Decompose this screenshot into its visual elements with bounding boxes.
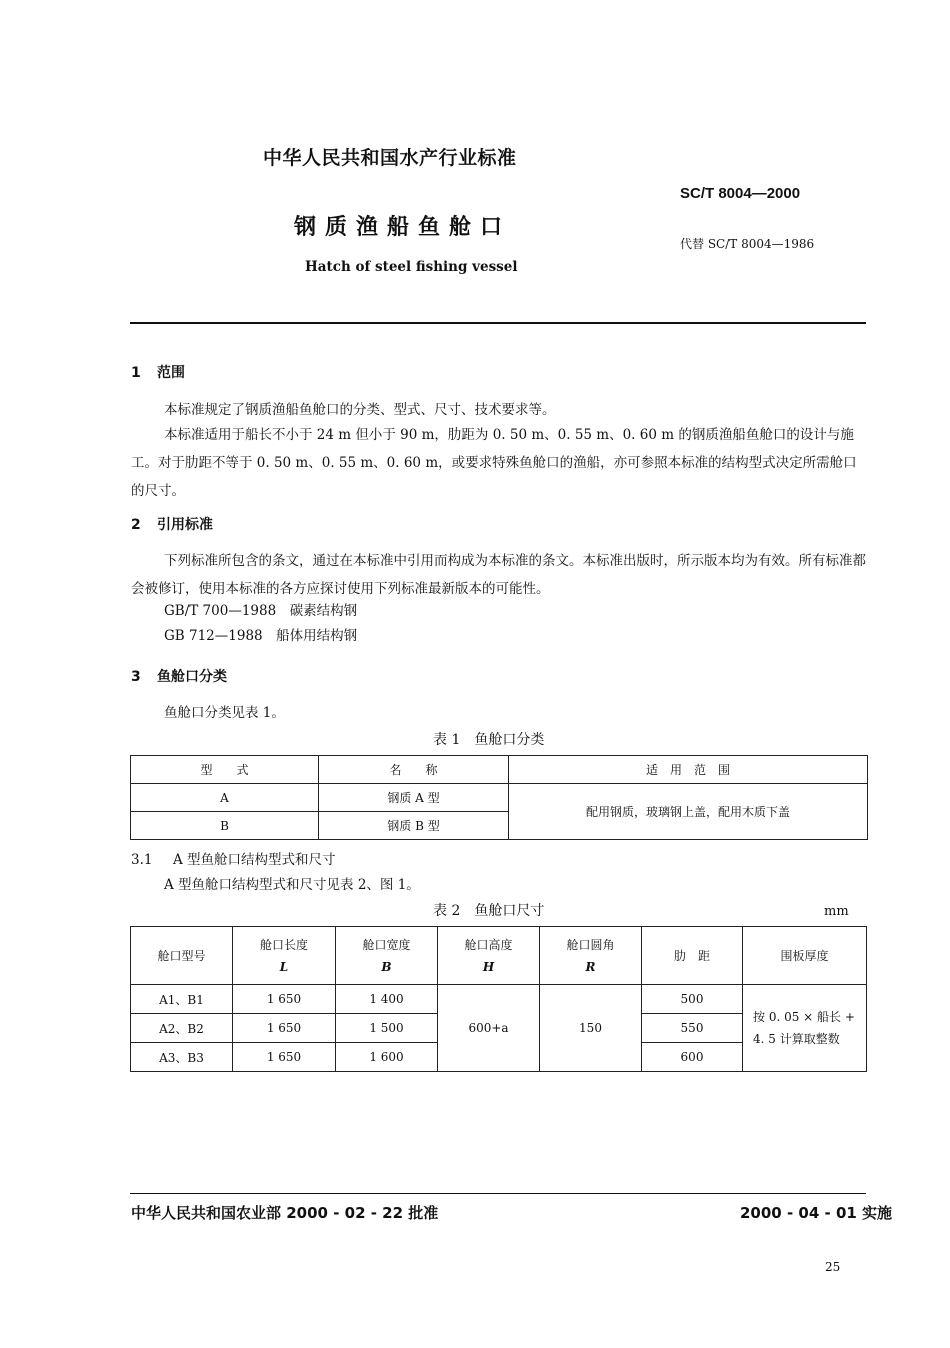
table-2-unit: mm	[824, 904, 849, 919]
section-1-heading	[131, 362, 185, 382]
header-cell: 舱口宽度 B	[336, 927, 438, 985]
name-cell: 钢质 A 型	[319, 784, 509, 812]
reference-name: 船体用结构钢	[276, 628, 358, 644]
table-2-caption: 表 2 鱼舱口尺寸	[433, 903, 545, 919]
width-cell: 1 400	[336, 985, 438, 1014]
header-cell: 舱口高度 H	[438, 927, 540, 985]
section-number: 2	[131, 517, 141, 533]
replaces-note: 代替 SC/T 8004—1986	[680, 237, 815, 251]
name-cell: 钢质 B 型	[319, 812, 509, 840]
type-cell: A	[131, 784, 319, 812]
header-cell: 适 用 范 围	[509, 756, 868, 784]
footer-divider	[130, 1193, 866, 1194]
header-cell: 肋 距	[642, 927, 743, 985]
section-number: 3.1	[131, 852, 153, 868]
section-title: A 型鱼舱口结构型式和尺寸	[173, 852, 336, 868]
table-header-row	[131, 927, 867, 985]
header-cell: 舱口型号	[131, 927, 233, 985]
document-title: 钢质渔船鱼舱口	[294, 215, 512, 240]
table-1-classification	[130, 755, 868, 840]
spacing-cell: 500	[642, 985, 743, 1014]
standard-title: 中华人民共和国水产行业标准	[263, 147, 517, 169]
header-divider	[130, 322, 866, 324]
section-2-paragraph-1: 下列标准所包含的条文，通过在本标准中引用而构成为本标准的条文。本标准出版时，所示版本均为有效。所有标准都会被修订，使用本标准的各方应探讨使用下列标准最新版本的可能性。	[131, 553, 866, 597]
section-number: 3	[131, 669, 141, 685]
length-cell: 1 650	[233, 1043, 336, 1072]
header-cell: 围板厚度	[743, 927, 867, 985]
type-cell: B	[131, 812, 319, 840]
reference-1	[164, 602, 357, 620]
model-cell: A3、B3	[131, 1043, 233, 1072]
section-3-paragraph-1: 鱼舱口分类见表 1。	[164, 705, 285, 721]
radius-cell: 150	[540, 985, 642, 1072]
table-row	[131, 985, 867, 1014]
model-cell: A1、B1	[131, 985, 233, 1014]
reference-code: GB 712—1988	[164, 628, 263, 644]
reference-code: GB/T 700—1988	[164, 603, 277, 619]
header-cell: 舱口长度 L	[233, 927, 336, 985]
table-2-dimensions	[130, 926, 867, 1072]
page-number: 25	[825, 1260, 841, 1274]
width-cell: 1 600	[336, 1043, 438, 1072]
section-1-paragraph-1: 本标准规定了钢质渔船鱼舱口的分类、型式、尺寸、技术要求等。	[164, 402, 556, 418]
table-1-caption: 表 1 鱼舱口分类	[433, 732, 545, 748]
model-cell: A2、B2	[131, 1014, 233, 1043]
section-2-heading	[131, 514, 213, 534]
header-cell: 舱口圆角 R	[540, 927, 642, 985]
reference-name: 碳素结构钢	[289, 603, 358, 619]
length-cell: 1 650	[233, 1014, 336, 1043]
effective-date: 2000 - 04 - 01 实施	[740, 1204, 893, 1222]
english-title: Hatch of steel fishing vessel	[305, 259, 518, 275]
height-cell: 600+a	[438, 985, 540, 1072]
approval-date: 中华人民共和国农业部 2000 - 02 - 22 批准	[131, 1204, 439, 1222]
section-3-1-paragraph-1: A 型鱼舱口结构型式和尺寸见表 2、图 1。	[164, 877, 420, 893]
scope-cell: 配用钢质，玻璃钢上盖，配用木质下盖	[509, 784, 868, 840]
section-3-1-heading	[131, 851, 336, 869]
table-header-row	[131, 756, 868, 784]
reference-2	[164, 627, 357, 645]
section-1-paragraph-2: 本标准适用于船长不小于 24 m 但小于 90 m，肋距为 0. 50 m、0. 55 m、0. 60 m 的钢质渔船鱼舱口的设计与施工。对于肋距不等于 0. 50 m、0. 55 m、0. 60 m，或要求特殊鱼舱口的渔船，亦可参照本标准的结构型式决定所需舱口的尺寸。	[131, 427, 857, 499]
table-row	[131, 784, 868, 812]
section-number: 1	[131, 365, 141, 381]
width-cell: 1 500	[336, 1014, 438, 1043]
length-cell: 1 650	[233, 985, 336, 1014]
spacing-cell: 600	[642, 1043, 743, 1072]
standard-code: SC/T 8004—2000	[680, 185, 801, 202]
section-title: 范围	[157, 365, 185, 381]
section-title: 引用标准	[157, 517, 213, 533]
header-cell: 型 式	[131, 756, 319, 784]
section-title: 鱼舱口分类	[157, 669, 227, 685]
header-cell: 名 称	[319, 756, 509, 784]
thickness-cell: 按 0. 05 × 船长 + 4. 5 计算取整数	[743, 985, 867, 1072]
spacing-cell: 550	[642, 1014, 743, 1043]
section-3-heading	[131, 666, 227, 686]
